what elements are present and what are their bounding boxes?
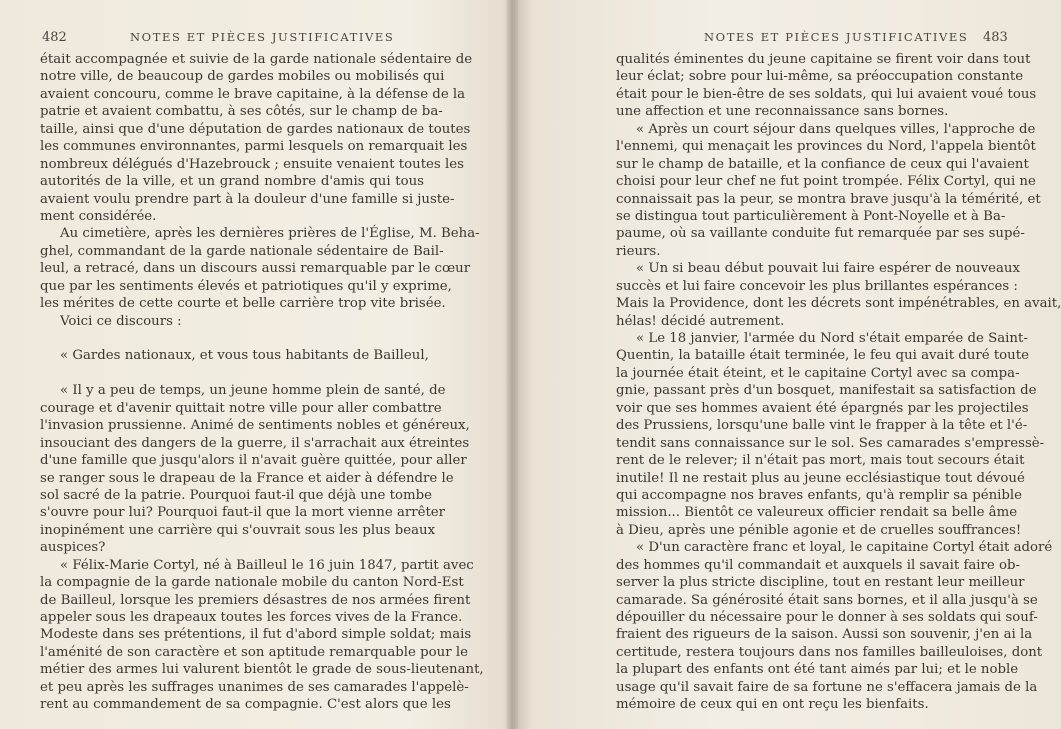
- text-line: auspices?: [40, 540, 106, 556]
- text-line: taille, ainsi que d'une députation de gardes nationaux de toutes: [40, 121, 471, 137]
- text-line: Au cimetière, après les dernières prières de l'Église, M. Beha-: [60, 226, 480, 242]
- text-line: de Bailleul, lorsque les premiers désastres de nos armées firent: [40, 592, 471, 608]
- text-line: usage qu'il savait faire de sa fortune ne s'effacera jamais de la: [616, 679, 1038, 695]
- text-line: tendit sans connaissance sur le sol. Ses camarades s'empressè-: [616, 435, 1045, 451]
- text-line: « Un si beau début pouvait lui faire espérer de nouveaux: [636, 261, 1020, 277]
- text-line: ghel, commandant de la garde nationale sédentaire de Bail-: [40, 243, 444, 259]
- left-page: [0, 0, 508, 729]
- text-line: « Le 18 janvier, l'armée du Nord s'était emparée de Saint-: [636, 331, 1028, 346]
- text-line: paume, où sa vaillante conduite fut remarquée par ses supé-: [616, 226, 1025, 242]
- text-line: patrie et avaient combattu, à ses côtés, sur le champ de ba-: [40, 104, 443, 120]
- text-line: Quentin, la bataille était terminée, le feu qui avait duré toute: [616, 348, 1029, 364]
- text-line: à Dieu, après une pénible agonie et de cruelles souffrances!: [616, 522, 1022, 538]
- text-line: « Félix-Marie Cortyl, né à Bailleul le 16 juin 1847, partit avec: [60, 557, 474, 573]
- text-line: notre ville, de beaucoup de gardes mobiles ou mobilisés qui: [40, 69, 445, 85]
- text-line: nombreux délégués d'Hazebrouck ; ensuite venaient toutes les: [40, 156, 464, 172]
- text-line: Mais la Providence, dont les décrets sont impénétrables, en avait,: [616, 296, 1061, 312]
- text-line: rent de le relever; il n'était pas mort, mais tout secours était: [616, 453, 1025, 469]
- text-line: avaient concouru, comme le brave capitaine, à la défense de la: [40, 86, 466, 102]
- text-line: la compagnie de la garde nationale mobile du canton Nord-Est: [40, 575, 464, 591]
- running-head: NOTES ET PIÈCES JUSTIFICATIVES: [130, 30, 395, 44]
- text-line: l'aménité de son caractère et son aptitude remarquable pour le: [40, 644, 468, 660]
- text-line: que par les sentiments élevés et patriotiques qu'il y exprime,: [40, 278, 452, 294]
- text-line: rieurs.: [616, 243, 661, 259]
- text-line: leul, a retracé, dans un discours aussi remarquable par le cœur: [40, 261, 471, 277]
- text-line: autorités de la ville, et un grand nombre d'amis qui tous: [40, 174, 424, 190]
- text-line: ment considérée.: [40, 208, 157, 224]
- text-line: « Il y a peu de temps, un jeune homme plein de santé, de: [60, 383, 446, 399]
- body-text: [616, 51, 1061, 714]
- text-line: leur éclat; sobre pour lui-même, sa préoccupation constante: [616, 69, 1024, 85]
- text-line: insouciant des dangers de la guerre, il s'arrachait aux étreintes: [40, 435, 470, 451]
- paragraph-gap: [40, 365, 424, 382]
- text-line: courage et d'avenir quittait notre ville pour aller combattre: [40, 400, 442, 416]
- body-text: [40, 51, 484, 714]
- text-line: des Prussiens, lorsqu'une balle vint le frapper à la tête et l'é-: [616, 418, 1028, 434]
- text-line: mission... Bientôt ce valeureux officier rendait sa belle âme: [616, 505, 1018, 521]
- page-number: 483: [983, 30, 1008, 45]
- text-line: rent au commandement de sa compagnie. C'est alors que les: [40, 697, 451, 713]
- right-page: [516, 0, 1061, 729]
- text-line: l'invasion prussienne. Animé de sentiments nobles et généreux,: [40, 418, 470, 434]
- text-line: camarade. Sa générosité était sans bornes, et il alla jusqu'à se: [616, 592, 1038, 608]
- text-line: et peu après les suffrages unanimes de ses camarades l'appelè-: [40, 679, 469, 695]
- text-line: fraient des rigueurs de la saison. Aussi son souvenir, j'en ai la: [616, 627, 1033, 643]
- text-line: qui accompagne nos braves enfants, qu'à remplir sa pénible: [616, 487, 1023, 503]
- text-line: Voici ce discours :: [60, 313, 182, 329]
- text-line: était accompagnée et suivie de la garde nationale sédentaire de: [40, 52, 473, 67]
- text-line: « Après un court séjour dans quelques villes, l'approche de: [636, 121, 1036, 137]
- text-line: qualités éminentes du jeune capitaine se firent voir dans tout: [616, 52, 1031, 67]
- text-line: inopinément une carrière qui s'ouvrait sous les plus beaux: [40, 522, 436, 538]
- text-line: « Gardes nationaux, et vous tous habitants de Bailleul,: [60, 348, 429, 364]
- text-line: s'ouvre pour lui? Pourquoi faut-il que la mort vienne arrêter: [40, 505, 446, 521]
- text-line: server la plus stricte discipline, tout en restant leur meilleur: [616, 575, 1025, 591]
- text-line: hélas! décidé autrement.: [616, 313, 785, 329]
- running-head: NOTES ET PIÈCES JUSTIFICATIVES: [704, 30, 969, 44]
- text-line: était pour le bien-être de ses soldats, qui lui avaient voué tous: [616, 86, 1037, 102]
- text-line: métier des armes lui valurent bientôt le grade de sous-lieutenant,: [40, 662, 484, 678]
- text-line: sol sacré de la patrie. Pourquoi faut-il que déjà une tombe: [40, 487, 432, 503]
- page-number: 482: [42, 30, 67, 45]
- text-line: d'une famille que jusqu'alors il n'avait guère quittée, pour aller: [40, 453, 467, 469]
- text-line: « D'un caractère franc et loyal, le capitaine Cortyl était adoré: [636, 540, 1053, 556]
- text-line: gnie, passant près d'un bosquet, manifestait sa satisfaction de: [616, 383, 1037, 399]
- text-line: les mérites de cette courte et belle carrière trop vite brisée.: [40, 296, 446, 312]
- text-line: sur le champ de bataille, et la confiance de ceux qui l'avaient: [616, 156, 1029, 172]
- text-line: succès et lui faire concevoir les plus brillantes espérances :: [616, 278, 1018, 294]
- text-line: connaissait pas la peur, se montra brave jusqu'à la témérité, et: [616, 191, 1041, 207]
- text-line: des hommes qu'il commandait et auxquels il savait faire ob-: [616, 557, 1021, 573]
- text-line: se ranger sous le drapeau de la France et aider à défendre le: [40, 470, 454, 486]
- text-line: appeler sous les drapeaux toutes les forces vives de la France.: [40, 610, 463, 625]
- paragraph-gap: [40, 330, 424, 347]
- text-line: la plupart des enfants ont été tant aimés par lui; et le noble: [616, 662, 1019, 678]
- text-line: Modeste dans ses prétentions, il fut d'abord simple soldat; mais: [40, 627, 472, 643]
- text-line: choisi pour leur chef ne fut point trompée. Félix Cortyl, qui ne: [616, 174, 1036, 190]
- text-line: une affection et une reconnaissance sans bornes.: [616, 104, 949, 120]
- text-line: la journée était éteint, et le capitaine Cortyl avec sa compa-: [616, 365, 1020, 381]
- text-line: voir que ses hommes avaient été épargnés par les projectiles: [616, 400, 1029, 416]
- text-line: avaient voulu prendre part à la douleur d'une famille si juste-: [40, 191, 455, 207]
- text-line: les communes environnantes, parmi lesquels on remarquait les: [40, 139, 468, 155]
- text-line: dépouiller du nécessaire pour le donner à ses soldats qui souf-: [616, 610, 1038, 625]
- text-line: se distingua tout particulièrement à Pont-Noyelle et à Ba-: [616, 208, 1006, 224]
- text-line: mémoire de ceux qui en ont reçu les bienfaits.: [616, 697, 929, 713]
- text-line: inutile! Il ne restait plus au jeune ecclésiastique tout dévoué: [616, 470, 1025, 486]
- text-line: l'ennemi, qui menaçait les provinces du Nord, l'appela bientôt: [616, 139, 1036, 155]
- text-line: certitude, restera toujours dans nos familles bailleuloises, dont: [616, 644, 1043, 660]
